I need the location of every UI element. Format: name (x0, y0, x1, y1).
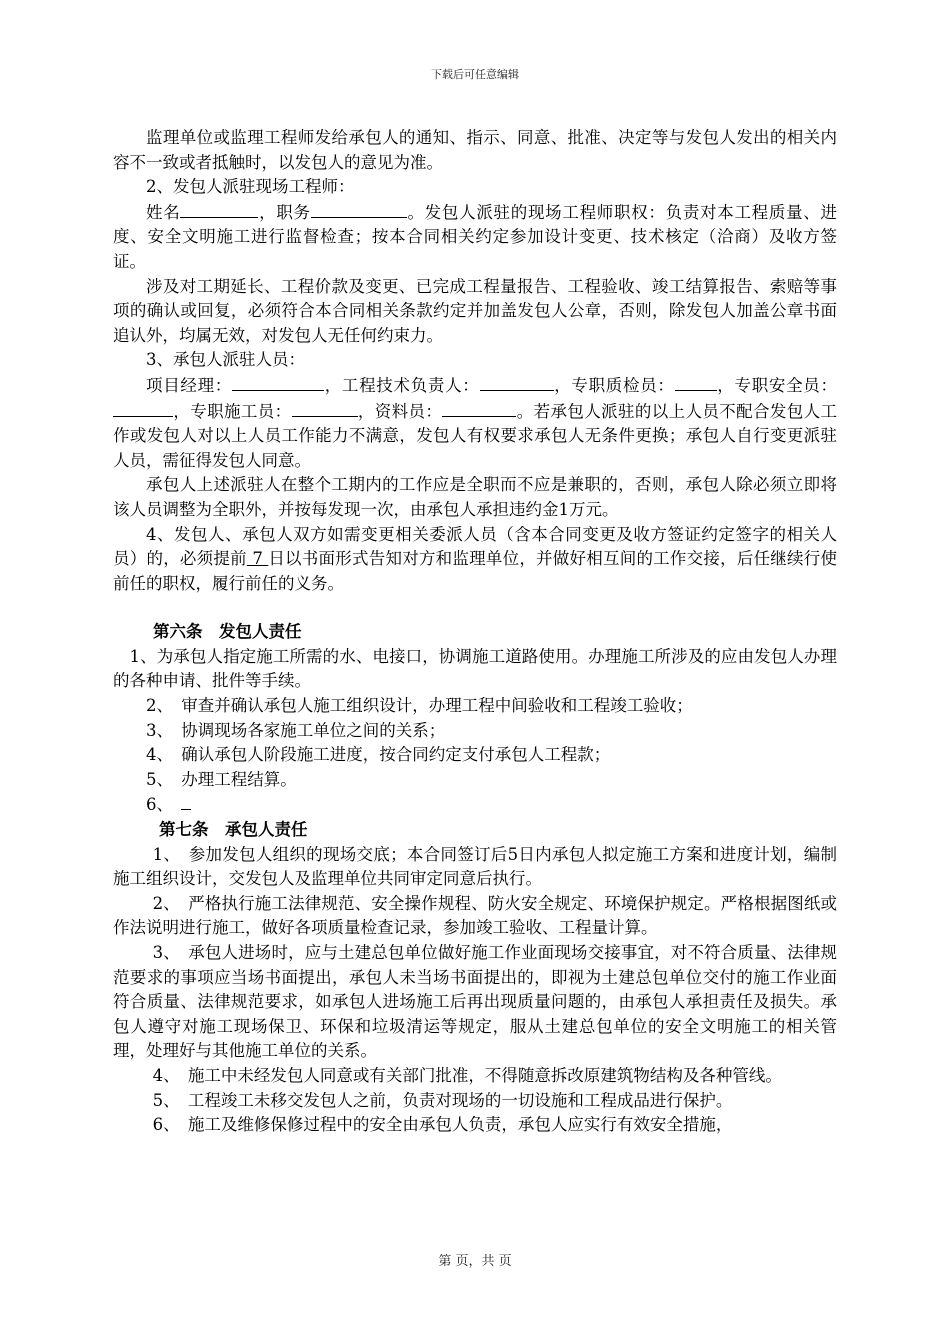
site-engineer-blank (292, 399, 358, 417)
page-footer: 第 页，共 页 (438, 1254, 512, 1269)
article-6-item-6-blank (181, 792, 191, 810)
notice-days-value: 7 (246, 549, 269, 569)
article-7-item-2: 2、 严格执行施工法律规范、安全操作规程、防火安全规定、环境保护规定。严格根据图纸或作法说明进行施工，做好各项质量检查记录，参加竣工验收、工程量计算。 (113, 893, 837, 938)
article-6-item-3: 3、 协调现场各家施工单位之间的关系； (146, 720, 446, 740)
personnel-change-text-a: 4、发包人、承包人双方如需变更相关委派人员（含本合同变更及收方签证约定签字的相关人员）的，必须提前 (113, 524, 837, 569)
article-7-item-4: 4、 施工中未经发包人同意或有关部门批准，不得随意拆改原建筑物结构及各种管线。 (152, 1065, 782, 1085)
safety-officer-label: ，专职安全员： (716, 375, 838, 395)
name-label: 姓名 (146, 202, 181, 222)
project-manager-blank (232, 373, 324, 391)
tech-lead-label: ，工程技术负责人： (324, 375, 480, 395)
paragraph-contractor-staff-heading: 3、承包人派驻人员： (146, 350, 305, 370)
document-clerk-blank (442, 399, 516, 417)
tech-lead-blank (480, 373, 554, 391)
article-6-item-5: 5、 办理工程结算。 (146, 769, 297, 789)
paragraph-employer-engineer (113, 200, 837, 275)
engineer-duties-text: 。发包人派驻的现场工程师职权：负责对本工程质量、进度、安全文明施工进行监督检查；按本合同相关约定参加设计变更、技术核定（洽商）及收方签证。 (113, 202, 838, 271)
position-blank (311, 200, 407, 218)
article-6-item-4: 4、 确认承包人阶段施工进度，按合同约定支付承包人工程款； (146, 745, 611, 765)
document-body (113, 126, 837, 1138)
paragraph-personnel-change (113, 523, 837, 597)
project-manager-label: 项目经理： (146, 375, 232, 395)
site-engineer-label: ，专职施工员： (173, 401, 292, 421)
section-gap (113, 596, 837, 620)
document-clerk-label: ，资料员： (357, 401, 443, 421)
article-6-item-1: 1、为承包人指定施工所需的水、电接口，协调施工道路使用。办理施工所涉及的应由发包人办理的各种申请、批件等手续。 (113, 646, 837, 691)
name-blank (180, 200, 258, 218)
paragraph-supervisor-notice: 监理单位或监理工程师发给承包人的通知、指示、同意、批准、决定等与发包人发出的相关内容不一致或者抵触时，以发包人的意见为准。 (113, 128, 837, 172)
quality-inspector-blank (675, 373, 717, 391)
article-7-item-1: 1、 参加发包人组织的现场交底；本合同签订后5日内承包人拟定施工方案和进度计划，编制施工组织设计，交发包人及监理单位共同审定同意后执行。 (113, 844, 837, 889)
page-header: 下载后可任意编辑 (431, 68, 519, 81)
paragraph-full-time-requirement: 承包人上述派驻人在整个工期内的工作应是全职而不应是兼职的，否则，承包人除必须立即将该人员调整为全职外，并按每发现一次，由承包人承担违约金1万元。 (113, 475, 837, 519)
article-7-item-6: 6、 施工及维修保修过程中的安全由承包人负责，承包人应实行有效安全措施， (152, 1115, 733, 1135)
article-7-item-3: 3、 承包人进场时，应与土建总包单位做好施工作业面现场交接事宜，对不符合质量、法律规范要求的事项应当场书面提出，承包人未当场书面提出的，即视为土建总包单位交付的施工作业面符合质量、法律规范要求，如承包人进场施工后再出现质量问题的，由承包人承担责任及损失。承包人遵守对施工现场保卫、环保和垃圾清运等规定，服从土建总包单位的安全文明施工的相关管理，处理好与其他施工单位的关系。 (113, 943, 837, 1061)
article-7-item-5: 5、 工程竣工未移交发包人之前，负责对现场的一切设施和工程成品进行保护。 (152, 1090, 733, 1110)
paragraph-confirmation-rules: 涉及对工期延长、工程价款及变更、已完成工程量报告、工程验收、竣工结算报告、索赔等事项的确认或回复，必须符合本合同相关条款约定并加盖发包人公章，否则，除发包人加盖公章书面追认外，均属无效，对发包人无任何约束力。 (113, 276, 837, 345)
article-6-item-6-text: 6、 (146, 795, 182, 815)
safety-officer-blank (113, 399, 173, 417)
position-label: ，职务 (258, 202, 311, 222)
replacement-text: 。若承包人派驻的以上人员不配合发包人工作或发包人对以上人员工作能力不满意，发包人有权要求承包人无条件更换；承包人自行变更派驻人员，需征得发包人同意。 (113, 401, 838, 470)
paragraph-employer-engineer-heading: 2、发包人派驻现场工程师： (146, 177, 355, 197)
personnel-change-text-b: 日以书面形式告知对方和监理单位，并做好相互间的工作交接，后任继续行使前任的职权，履行前任的义务。 (113, 549, 838, 593)
article-6-item-6 (113, 792, 837, 818)
article-7-title: 第七条 承包人责任 (159, 820, 308, 840)
article-6-item-2: 2、 审查并确认承包人施工组织设计，办理工程中间验收和工程竣工验收； (146, 696, 693, 716)
quality-inspector-label: ，专职质检员： (553, 375, 675, 395)
article-6-title: 第六条 发包人责任 (153, 622, 302, 642)
paragraph-contractor-staff (113, 373, 837, 473)
